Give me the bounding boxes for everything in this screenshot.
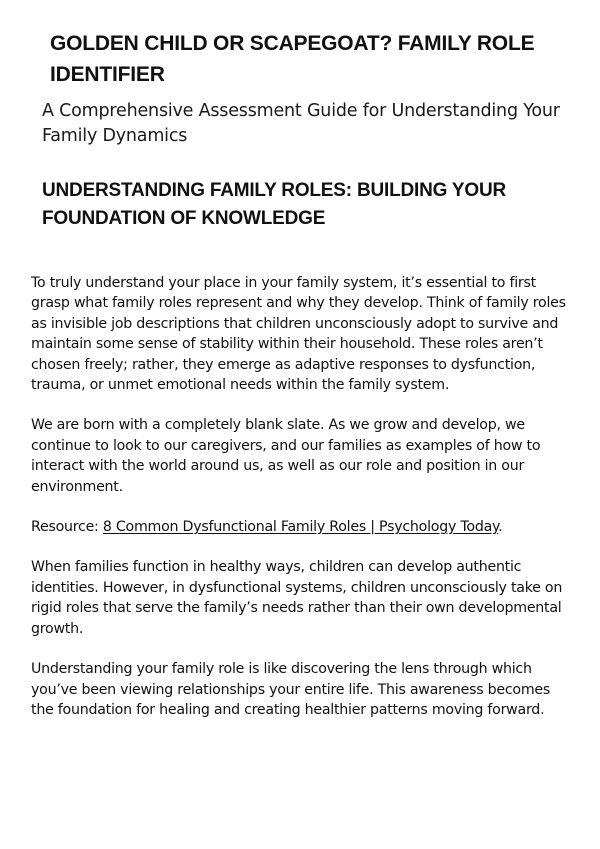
paragraph-resource — [31, 517, 571, 537]
resource-prefix: Resource: — [31, 519, 103, 536]
resource-link[interactable]: 8 Common Dysfunctional Family Roles | Psychology Today — [102, 519, 499, 536]
paragraph-healthy-vs-dysfunctional: When families function in healthy ways, children can develop authentic identities. However, in dysfunctional systems, children unconsciously take on rigid roles that serve the family’s needs rather than their own developmental growth. — [31, 559, 563, 637]
page-title: GOLDEN CHILD OR SCAPEGOAT? FAMILY ROLE IDENTIFIER — [50, 32, 535, 86]
paragraph-family-roles-definition: To truly understand your place in your family system, it’s essential to first grasp what family roles represent and why they develop. Think of family roles as invisible job descriptions that children unconsciously adopt to survive and maintain some sense of stability within their household. These roles aren’t chosen freely; rather, they emerge as adaptive responses to dysfunction, trauma, or unmet emotional needs within the family system. — [31, 275, 566, 394]
paragraph-blank-slate: We are born with a completely blank slate. As we grow and develop, we continue to look to our caregivers, and our families as examples of how to interact with the world around us, as well as our role and position in our environment. — [31, 417, 541, 495]
section-heading: UNDERSTANDING FAMILY ROLES: BUILDING YOUR FOUNDATION OF KNOWLEDGE — [42, 180, 507, 229]
page-subtitle: A Comprehensive Assessment Guide for Understanding Your Family Dynamics — [42, 101, 560, 146]
resource-suffix: . — [498, 519, 503, 536]
paragraph-understanding-role: Understanding your family role is like discovering the lens through which you’ve been viewing relationships your entire life. This awareness becomes the foundation for healing and creating healthier patterns moving forward. — [31, 661, 551, 718]
body-text — [31, 273, 571, 740]
